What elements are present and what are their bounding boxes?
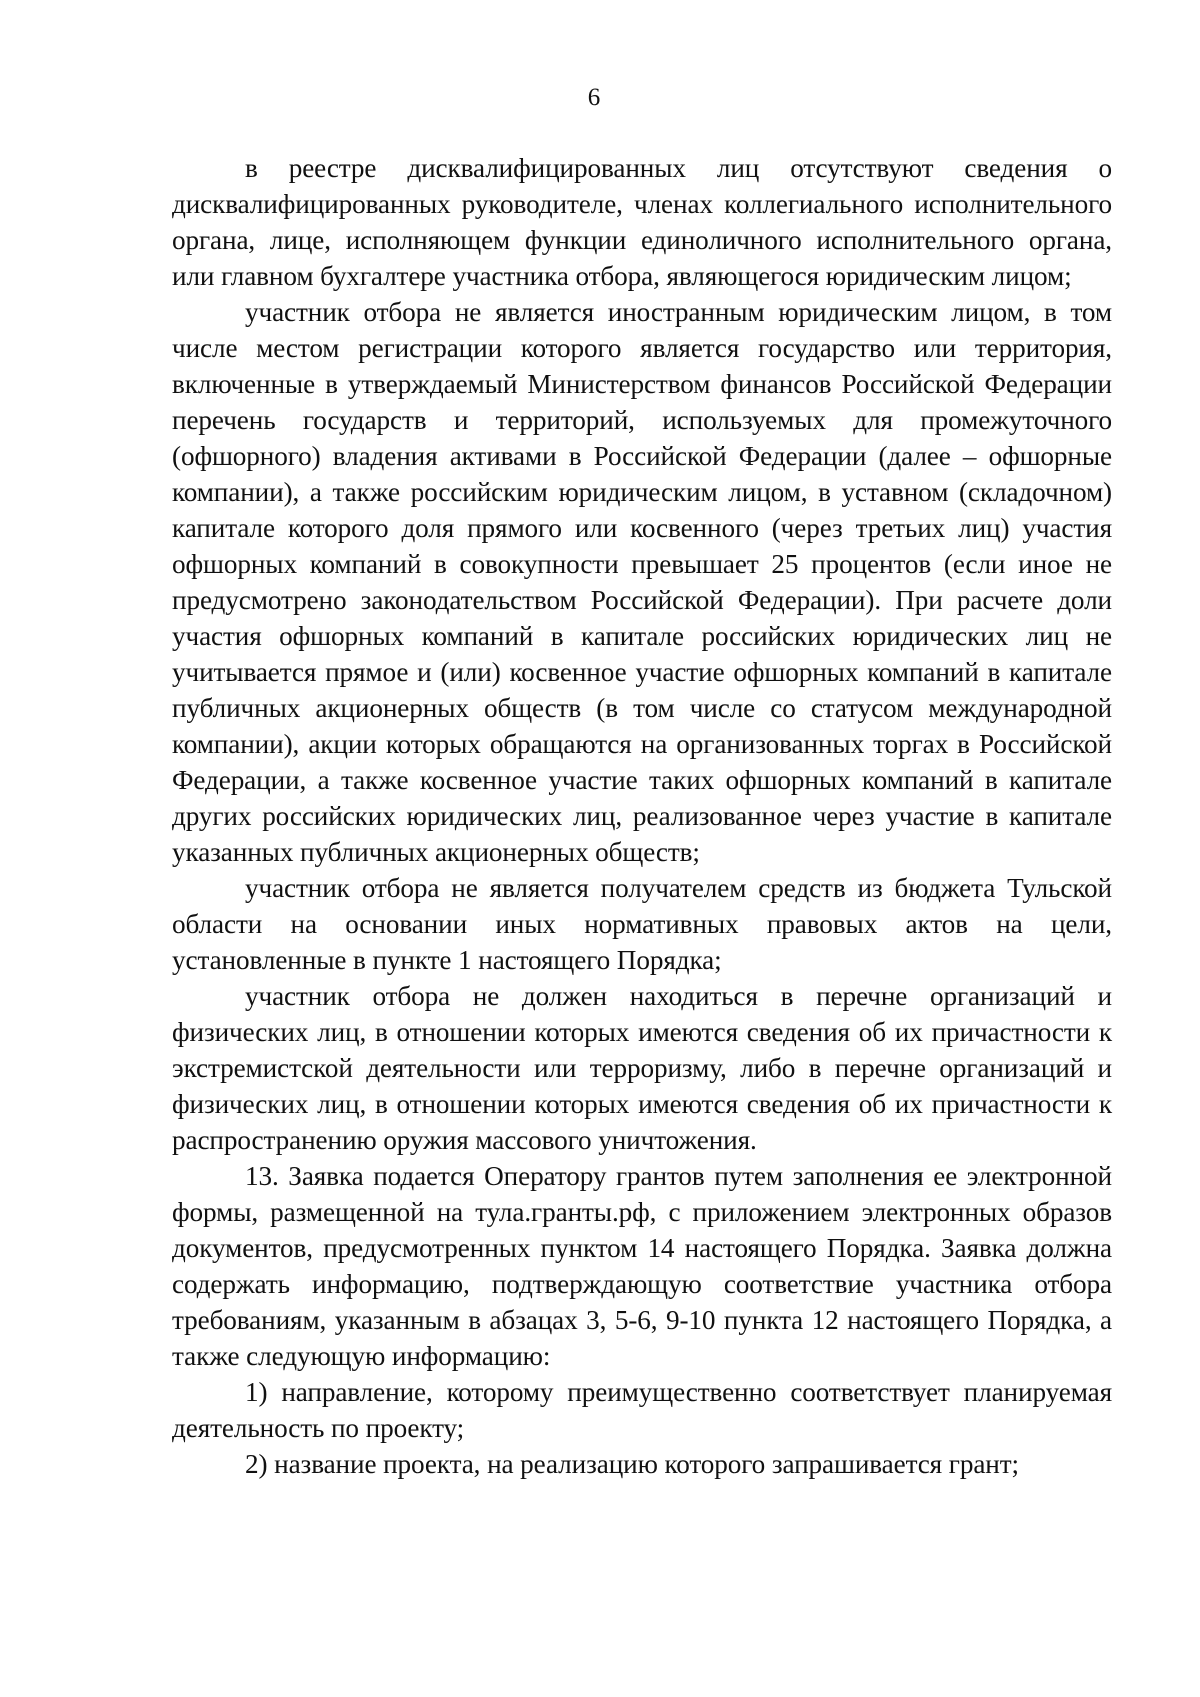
paragraph-offshore-companies: участник отбора не является иностранным юридическим лицом, в том числе местом регистрации которого является государство или территория, включенные в утверждаемый Министерством финансов Российской Федерации перечень государств и территорий, используемых для промежуточного (офшорного) владения активами в Российской Федерации (далее – офшорные компании), а также российским юридическим лицом, в уставном (складочном) капитале которого доля прямого или косвенного (через третьих лиц) участия офшорных компаний в совокупности превышает 25 процентов (если иное не предусмотрено законодательством Российской Федерации). При расчете доли участия офшорных компаний в капитале российских юридических лиц не учитывается прямое и (или) косвенное участие офшорных компаний в капитале публичных акционерных обществ (в том числе со статусом международной компании), акции которых обращаются на организованных торгах в Российской Федерации, а также косвенное участие таких офшорных компаний в капитале других российских юридических лиц, реализованное через участие в капитале указанных публичных акционерных обществ;: [172, 297, 1112, 867]
page-number: 6: [587, 84, 601, 111]
paragraph-extremism-list: участник отбора не должен находиться в перечне организаций и физических лиц, в отношении которых имеются сведения об их причастности к экстремистской деятельности или терроризму, либо в перечне организаций и физических лиц, в отношении которых имеются сведения об их причастности к распространению оружия массового уничтожения.: [172, 981, 1112, 1155]
list-item-1-direction: 1) направление, которому преимущественно соответствует планируемая деятельность по проекту;: [172, 1377, 1112, 1443]
paragraph-application-13: 13. Заявка подается Оператору грантов путем заполнения ее электронной формы, размещенной на тула.гранты.рф, с приложением электронных образов документов, предусмотренных пунктом 14 настоящего Порядка. Заявка должна содержать информацию, подтверждающую соответствие участника отбора требованиям, указанным в абзацах 3, 5-6, 9-10 пункта 12 настоящего Порядка, а также следующую информацию:: [172, 1161, 1112, 1371]
document-body: [172, 150, 1112, 1482]
paragraph-disqualified-persons: в реестре дисквалифицированных лиц отсутствуют сведения о дисквалифицированных руководителе, членах коллегиального исполнительного органа, лице, исполняющем функции единоличного исполнительного органа, или главном бухгалтере участника отбора, являющегося юридическим лицом;: [172, 153, 1112, 291]
paragraph-budget-recipient: участник отбора не является получателем средств из бюджета Тульской области на основании иных нормативных правовых актов на цели, установленные в пункте 1 настоящего Порядка;: [172, 873, 1112, 975]
list-item-2-project-name: 2) название проекта, на реализацию которого запрашивается грант;: [245, 1449, 1019, 1479]
